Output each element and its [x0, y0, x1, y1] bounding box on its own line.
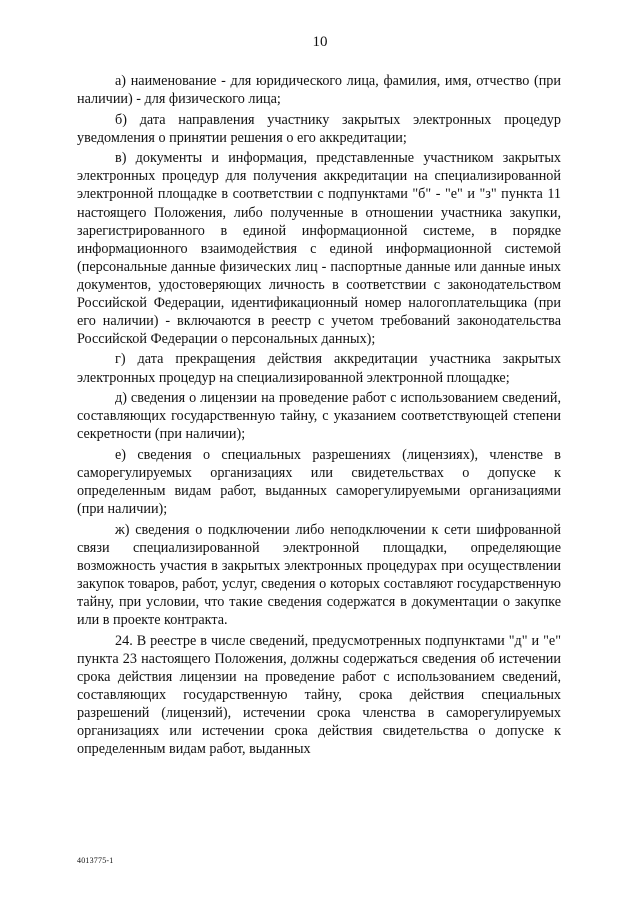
paragraph-g: г) дата прекращения действия аккредитации участника закрытых электронных процедур на специализированной электронной площадке; [77, 351, 561, 386]
page-number: 10 [312, 34, 328, 50]
paragraph-v: в) документы и информация, представленные участником закрытых электронных процедур для получения аккредитации на специализированной электронной площадке в соответствии с подпунктами "б" - "е" и "з" пункта 11 настоящего Положения, либо полученные в отношении участника закупки, зарегистрированного в единой информационной системе, в порядке информационного взаимодействия с единой информационной системой (персональные данные физических лиц - паспортные данные или данные иных документов, удостоверяющих личность в соответствии с законодательством Российской Федерации, идентификационный номер налогоплательщика (при его наличии) - включаются в реестр с учетом требований законодательства Российской Федерации о персональных данных); [77, 150, 561, 347]
document-code: 4013775-1 [77, 856, 114, 865]
paragraph-e: е) сведения о специальных разрешениях (лицензиях), членстве в саморегулируемых организациях или свидетельствах о допуске к определенным видам работ, выданных саморегулируемыми организациями (при наличии); [77, 446, 561, 518]
paragraph-zh: ж) сведения о подключении либо неподключении к сети шифрованной связи специализированной электронной площадки, определяющие возможность участия в закрытых электронных процедурах при осуществлении закупок товаров, работ, услуг, сведения о которых составляют государственную тайну, при условии, что такие сведения содержатся в документации о закупке или в проекте контракта. [77, 521, 561, 628]
document-body [77, 72, 561, 760]
paragraph-d: д) сведения о лицензии на проведение работ с использованием сведений, составляющих государственную тайну, с указанием соответствующей степени секретности (при наличии); [77, 390, 561, 443]
paragraph-a: а) наименование - для юридического лица, фамилия, имя, отчество (при наличии) - для физического лица; [77, 73, 561, 108]
paragraph-24: 24. В реестре в числе сведений, предусмотренных подпунктами "д" и "е" пункта 23 настоящего Положения, должны содержаться сведения об истечении срока действия лицензии на проведение работ с использованием сведений, составляющих государственную тайну, срока действия специальных разрешений (лицензий), истечении срока членства в саморегулируемых организациях или истечении срока действия свидетельства о допуске к определенным видам работ, выданных [77, 632, 561, 757]
paragraph-b: б) дата направления участнику закрытых электронных процедур уведомления о принятии решения о его аккредитации; [77, 111, 561, 146]
